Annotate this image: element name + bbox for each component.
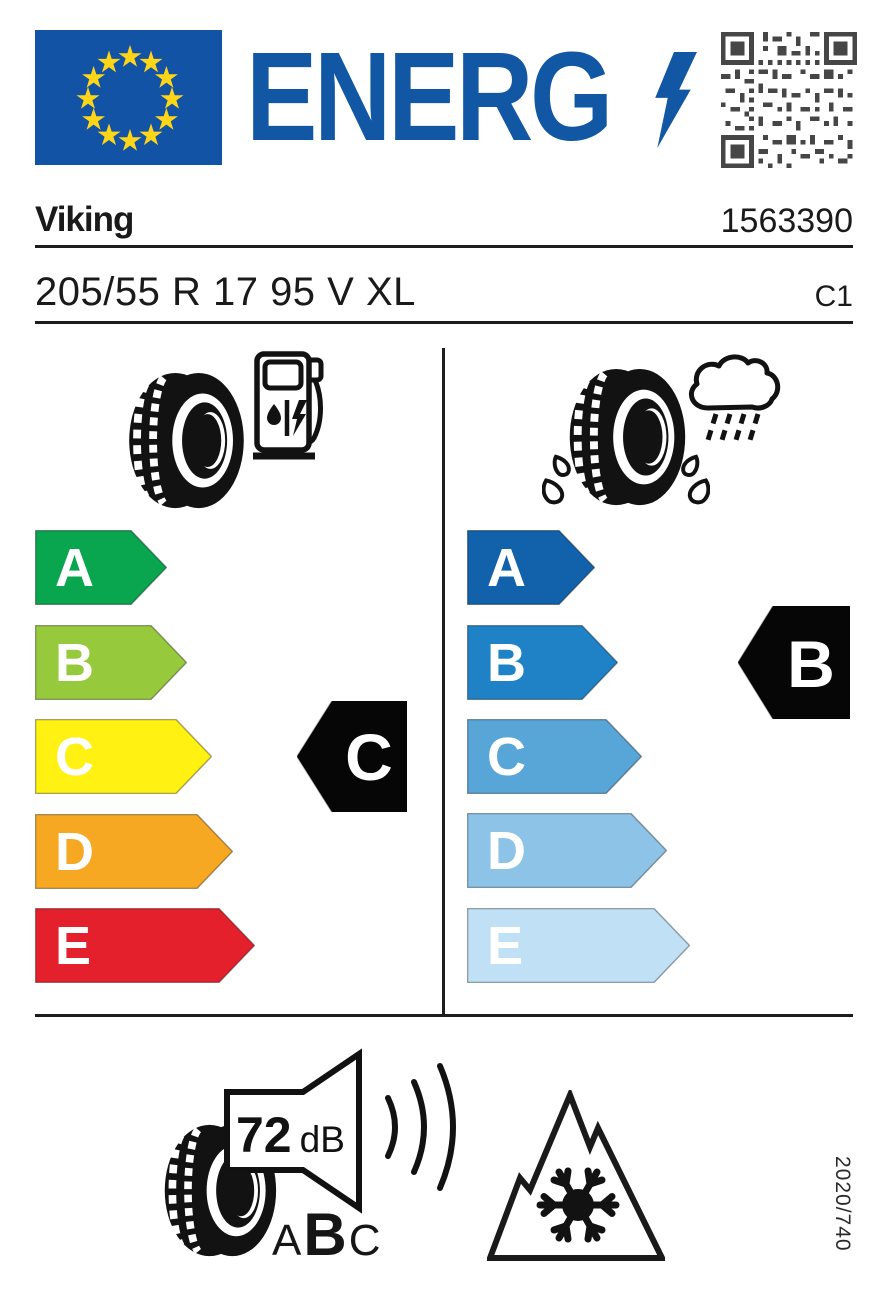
wet-class-arrow-b: [467, 625, 618, 700]
noise-value: 72: [236, 1107, 292, 1163]
fuel-class-arrow-b: [35, 625, 187, 700]
qr-code: [720, 32, 858, 168]
divider-line: [35, 245, 853, 248]
tyre-dimensions: 205/55 R 17 95 V XL: [35, 270, 416, 314]
svg-text:A: A: [55, 538, 94, 598]
lightning-bolt-icon: [650, 52, 698, 148]
svg-text:D: D: [487, 821, 526, 881]
svg-text:E: E: [487, 916, 524, 976]
svg-text:A: A: [487, 538, 526, 598]
svg-text:B: B: [55, 633, 94, 693]
regulation-number: 2020/740: [831, 1156, 854, 1252]
tire-icon: [124, 370, 246, 512]
noise-unit: dB: [299, 1119, 345, 1160]
svg-text:B: B: [787, 627, 835, 701]
eu-flag-icon: [35, 30, 222, 165]
snowflake-mountain-icon: [487, 1090, 665, 1264]
article-number: 1563390: [720, 202, 853, 240]
fuel-class-arrow-e: [35, 908, 255, 983]
svg-text:C: C: [55, 727, 94, 787]
fuel-pump-icon: [249, 348, 327, 460]
noise-class-a: A: [272, 1216, 302, 1265]
noise-value-group: [236, 1106, 345, 1164]
wet-class-arrow-c: [467, 719, 642, 794]
noise-class-c: C: [348, 1216, 381, 1265]
rain-cloud-icon: [680, 350, 784, 446]
fuel-class-arrow-a: [35, 530, 167, 605]
wet-class-arrow-a: [467, 530, 595, 605]
fuel-class-arrow-c: [35, 719, 212, 794]
fuel-class-arrow-d: [35, 814, 233, 889]
tyre-class: C1: [814, 280, 853, 313]
svg-text:D: D: [55, 822, 94, 882]
wet-grip-rating-indicator: [738, 606, 850, 719]
noise-class-b: B: [303, 1201, 347, 1268]
fuel-rating-indicator: [297, 701, 407, 812]
energ-logo-text: ENERG: [246, 26, 610, 167]
brand-name: Viking: [35, 200, 134, 239]
sound-waves-icon: [376, 1056, 468, 1198]
wet-class-arrow-e: [467, 908, 690, 983]
svg-text:B: B: [487, 633, 526, 693]
svg-text:C: C: [487, 727, 526, 787]
noise-class-letters: [272, 1200, 380, 1269]
svg-text:C: C: [345, 720, 393, 794]
divider-line: [35, 321, 853, 324]
column-divider: [442, 348, 445, 1014]
divider-line: [35, 1014, 853, 1017]
wet-class-arrow-d: [467, 813, 667, 888]
svg-text:E: E: [55, 916, 92, 976]
